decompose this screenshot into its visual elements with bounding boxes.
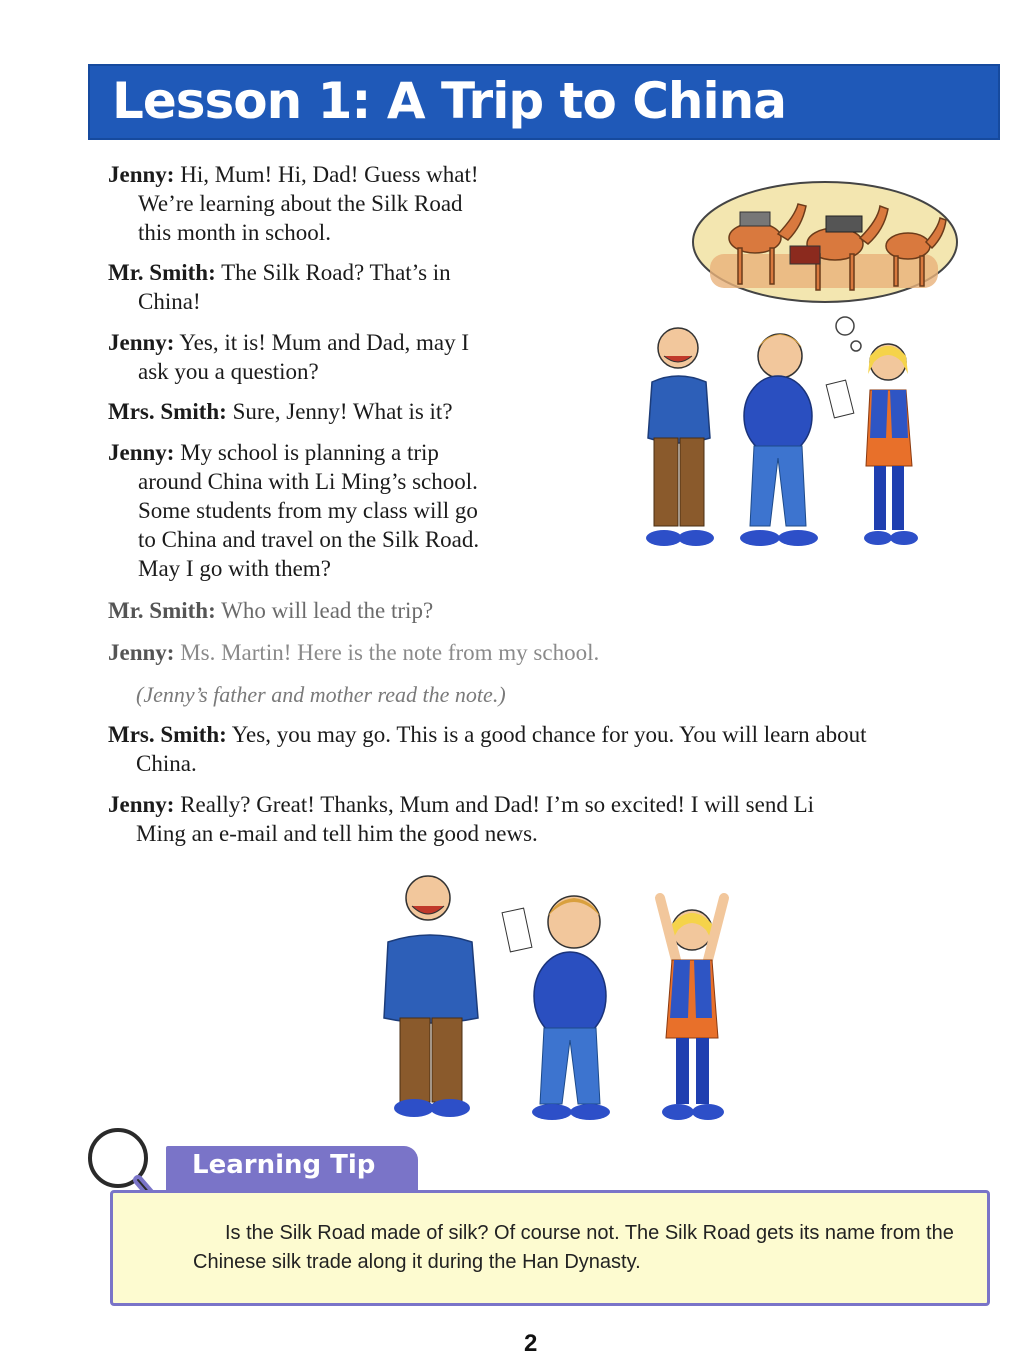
note-paper-icon [826, 380, 854, 418]
speaker-mrs-smith: Mrs. Smith: [108, 722, 227, 747]
speaker-jenny: Jenny: [108, 162, 175, 187]
speaker-jenny: Jenny: [108, 792, 175, 817]
dialogue-line-7: Jenny: Ms. Martin! Here is the note from my school. [108, 640, 600, 665]
note-paper-icon [502, 908, 532, 952]
family-thinking-illustration [630, 176, 960, 566]
father-figure [384, 876, 532, 1117]
speaker-mr-smith: Mr. Smith: [108, 598, 216, 623]
speaker-mr-smith: Mr. Smith: [108, 260, 216, 285]
speaker-jenny: Jenny: [108, 330, 175, 355]
stage-direction: (Jenny’s father and mother read the note.) [136, 682, 506, 707]
learning-tip-box [110, 1190, 990, 1306]
speaker-jenny: Jenny: [108, 440, 175, 465]
lesson-title-bar [88, 64, 1000, 140]
dialogue-line-1: Jenny: Hi, Mum! Hi, Dad! Guess what! We’re learning about the Silk Road this month in school. [108, 162, 479, 245]
mother-figure [532, 896, 610, 1120]
speaker-jenny: Jenny: [108, 640, 175, 665]
family-celebrating-illustration [360, 868, 780, 1130]
page-title: Lesson 1: A Trip to China [112, 72, 786, 130]
dialogue-line-4: Mrs. Smith: Sure, Jenny! What is it? [108, 399, 453, 424]
dialogue-line-6: Mr. Smith: Who will lead the trip? [108, 598, 434, 623]
jenny-figure [826, 344, 918, 545]
learning-tip-label: Learning Tip [192, 1150, 376, 1180]
learning-tip-text: Is the Silk Road made of silk? Of course not. The Silk Road gets its name from the Chinese silk trade along it during the Han Dynasty. [193, 1222, 954, 1273]
father-figure [646, 328, 714, 546]
dialogue-line-9: Jenny: Really? Great! Thanks, Mum and Dad! I’m so excited! I will send Li Ming an e-mail and tell him the good news. [108, 792, 815, 846]
page-number: 2 [524, 1330, 538, 1357]
mother-figure [740, 334, 818, 546]
dialogue-line-3: Jenny: Yes, it is! Mum and Dad, may I ask you a question? [108, 330, 469, 384]
dialogue-line-8: Mrs. Smith: Yes, you may go. This is a good chance for you. You will learn about China. [108, 722, 867, 776]
dialogue-line-5: Jenny: My school is planning a trip around China with Li Ming’s school. Some students from my class will go to China and travel on the Silk Road. May I go with them? [108, 440, 480, 581]
dialogue-line-2: Mr. Smith: The Silk Road? That’s in China! [108, 260, 451, 314]
learning-tip-tab [166, 1146, 418, 1190]
speaker-mrs-smith: Mrs. Smith: [108, 399, 227, 424]
jenny-figure [660, 898, 724, 1120]
